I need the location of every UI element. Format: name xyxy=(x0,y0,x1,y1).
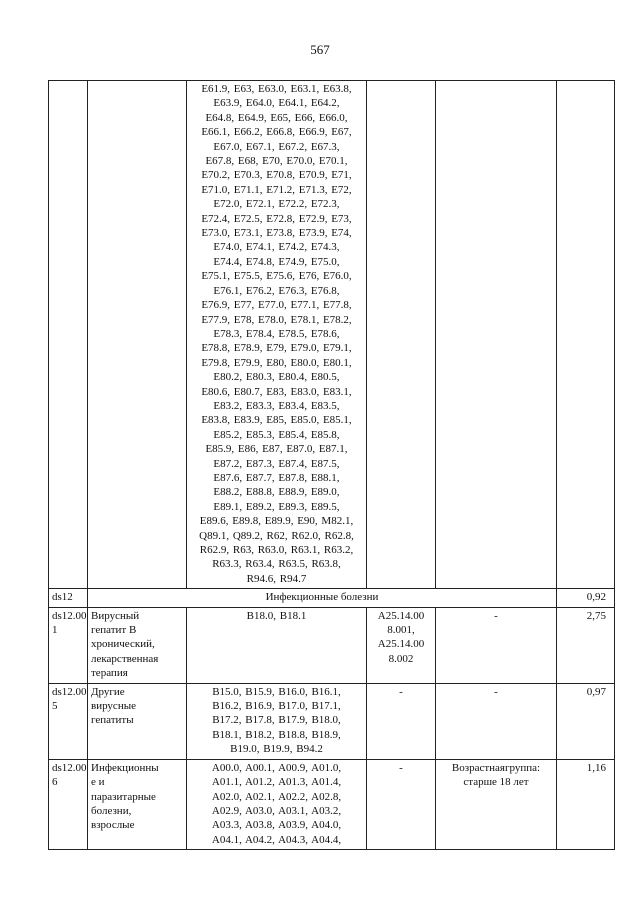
cell-code xyxy=(49,607,88,683)
cell-text-line: E67.0, E67.1, E67.2, E67.3, xyxy=(213,140,340,153)
cell-coefficient xyxy=(557,81,615,589)
cell-code xyxy=(49,81,88,589)
cell-services xyxy=(367,81,436,589)
cell-text-line: Возрастнаягруппа: xyxy=(451,761,541,774)
section-coefficient: 0,92 xyxy=(557,589,615,607)
table-row xyxy=(49,607,615,683)
cell-text-line: ds12.00 xyxy=(52,685,87,698)
cell-text-line: вирусные xyxy=(91,700,136,713)
cell-text-line: E73.0, E73.1, E73.8, E73.9, E74, xyxy=(201,227,352,240)
cell-text-line: E88.2, E88.8, E88.9, E89.0, xyxy=(213,486,340,499)
cell-text-line: A01.1, A01.2, A01.3, A01.4, xyxy=(211,776,342,789)
cell-text-line: E71.0, E71.1, E71.2, E71.3, E72, xyxy=(201,183,352,196)
cell-text-line: E67.8, E68, E70, E70.0, E70.1, xyxy=(205,155,348,168)
cell-coefficient: 2,75 xyxy=(557,607,615,683)
cell-text-line: старше 18 лет xyxy=(463,776,529,789)
cell-text-line: Q89.1, Q89.2, R62, R62.0, R62.8, xyxy=(199,529,354,542)
cell-text-line: взрослые xyxy=(91,819,135,832)
cell-text-line: 8.002 xyxy=(388,652,414,665)
cell-text-line: Инфекционны xyxy=(91,761,159,774)
cell-text-line: E75.1, E75.5, E75.6, E76, E76.0, xyxy=(201,270,352,283)
cell-text-line: B19.0, B19.9, B94.2 xyxy=(230,743,323,756)
cell-text-line: гепатит B xyxy=(91,624,137,637)
page-number: 567 xyxy=(310,42,330,57)
cell-text-line: E74.4, E74.8, E74.9, E75.0, xyxy=(213,255,340,268)
cell-other-criteria xyxy=(436,81,557,589)
cell-text-line: хронический, xyxy=(91,638,155,651)
cell-text-line: E80.6, E80.7, E83, E83.0, E83.1, xyxy=(201,385,352,398)
cell-text-line: E66.1, E66.2, E66.8, E66.9, E67, xyxy=(201,126,352,139)
cell-services xyxy=(367,683,436,759)
cell-text-line: R63.3, R63.4, R63.5, R63.8, xyxy=(212,558,341,571)
cell-text-line: E85.2, E85.3, E85.4, E85.8, xyxy=(213,428,340,441)
cell-text-line: ds12.00 xyxy=(52,761,87,774)
cell-text-line: A02.9, A03.0, A03.1, A03.2, xyxy=(211,804,342,817)
cell-text-line: - xyxy=(399,761,403,774)
cell-name xyxy=(88,759,187,849)
cell-text-line: E78.3, E78.4, E78.5, E78.6, xyxy=(213,327,340,340)
cell-text-line: B17.2, B17.8, B17.9, B18.0, xyxy=(212,714,341,727)
cell-text-line: E64.8, E64.9, E65, E66, E66.0, xyxy=(205,111,348,124)
cell-text-line: Другие xyxy=(91,685,125,698)
cell-icd-codes xyxy=(187,607,367,683)
cell-text-line: болезни, xyxy=(91,804,132,817)
cell-text-line: A03.3, A03.8, A03.9, A04.0, xyxy=(211,819,342,832)
cell-text-line: R62.9, R63, R63.0, R63.1, R63.2, xyxy=(199,544,354,556)
cell-services xyxy=(367,759,436,849)
cell-text-line: E80.2, E80.3, E80.4, E80.5, xyxy=(213,371,340,384)
cell-text-line: B15.0, B15.9, B16.0, B16.1, xyxy=(212,685,341,698)
section-title: Инфекционные болезни xyxy=(88,589,557,607)
cell-text-line: E70.2, E70.3, E70.8, E70.9, E71, xyxy=(201,169,352,182)
cell-text-line: лекарственная xyxy=(91,652,159,665)
cell-icd-codes xyxy=(187,759,367,849)
cell-other-criteria xyxy=(436,759,557,849)
cell-name xyxy=(88,81,187,589)
section-code: ds12 xyxy=(49,589,88,607)
cell-coefficient: 1,16 xyxy=(557,759,615,849)
cell-text-line: E74.0, E74.1, E74.2, E74.3, xyxy=(213,241,340,254)
cell-other-criteria: - xyxy=(436,683,557,759)
cell-text-line: E78.8, E78.9, E79, E79.0, E79.1, xyxy=(201,342,352,355)
cell-text-line: E83.2, E83.3, E83.4, E83.5, xyxy=(213,399,340,412)
cell-text-line: 8.001, xyxy=(387,624,415,637)
cell-text-line: B18.0, B18.1 xyxy=(246,609,307,622)
cell-text-line: E89.1, E89.2, E89.3, E89.5, xyxy=(213,500,340,513)
cell-text-line: E83.8, E83.9, E85, E85.0, E85.1, xyxy=(201,414,352,427)
cell-icd-codes xyxy=(187,683,367,759)
cell-text-line: E79.8, E79.9, E80, E80.0, E80.1, xyxy=(201,356,352,369)
tariff-table xyxy=(48,80,615,850)
cell-text-line: E76.9, E77, E77.0, E77.1, E77.8, xyxy=(201,299,352,312)
cell-text-line: 1 xyxy=(52,624,58,637)
cell-other-criteria: - xyxy=(436,607,557,683)
cell-text-line: E77.9, E78, E78.0, E78.1, E78.2, xyxy=(201,313,352,326)
cell-text-line: E63.9, E64.0, E64.1, E64.2, xyxy=(213,97,340,110)
table-row-continuation xyxy=(49,81,615,589)
cell-text-line: E76.1, E76.2, E76.3, E76.8, xyxy=(213,284,340,297)
cell-name xyxy=(88,607,187,683)
cell-text-line: B18.1, B18.2, B18.8, B18.9, xyxy=(212,728,341,741)
cell-text-line: E89.6, E89.8, E89.9, E90, M82.1, xyxy=(199,515,354,528)
cell-text-line: A04.1, A04.2, A04.3, A04.4, xyxy=(211,833,342,846)
cell-services xyxy=(367,607,436,683)
cell-coefficient: 0,97 xyxy=(557,683,615,759)
table-row xyxy=(49,759,615,849)
cell-text-line: E85.9, E86, E87, E87.0, E87.1, xyxy=(205,443,348,456)
cell-text-line: A25.14.00 xyxy=(377,609,425,622)
cell-code xyxy=(49,683,88,759)
cell-text-line: E72.0, E72.1, E72.2, E72.3, xyxy=(213,198,340,211)
table-row-section xyxy=(49,589,615,607)
cell-text-line: 6 xyxy=(52,776,58,789)
table-row xyxy=(49,683,615,759)
cell-text-line: Вирусный xyxy=(91,609,140,622)
cell-text-line: - xyxy=(399,685,403,698)
cell-text-line: E87.2, E87.3, E87.4, E87.5, xyxy=(213,457,340,470)
cell-text-line: B16.2, B16.9, B17.0, B17.1, xyxy=(212,700,341,713)
cell-text-line: ds12.00 xyxy=(52,609,87,622)
cell-text-line: 5 xyxy=(52,700,58,713)
cell-text-line: A00.0, A00.1, A00.9, A01.0, xyxy=(211,761,342,774)
cell-text-line: A02.0, A02.1, A02.2, A02.8, xyxy=(211,790,342,803)
cell-text-line: R94.6, R94.7 xyxy=(246,572,307,585)
cell-text-line: E61.9, E63, E63.0, E63.1, E63.8, xyxy=(201,83,352,95)
cell-text-line: е и xyxy=(91,776,105,789)
cell-text-line: гепатиты xyxy=(91,714,134,727)
cell-text-line: E72.4, E72.5, E72.8, E72.9, E73, xyxy=(201,212,352,225)
cell-text-line: A25.14.00 xyxy=(377,638,425,651)
cell-text-line: терапия xyxy=(91,667,128,680)
cell-icd-codes xyxy=(187,81,367,589)
cell-code xyxy=(49,759,88,849)
cell-text-line: E87.6, E87.7, E87.8, E88.1, xyxy=(213,471,340,484)
cell-name xyxy=(88,683,187,759)
cell-text-line: паразитарные xyxy=(91,790,156,803)
